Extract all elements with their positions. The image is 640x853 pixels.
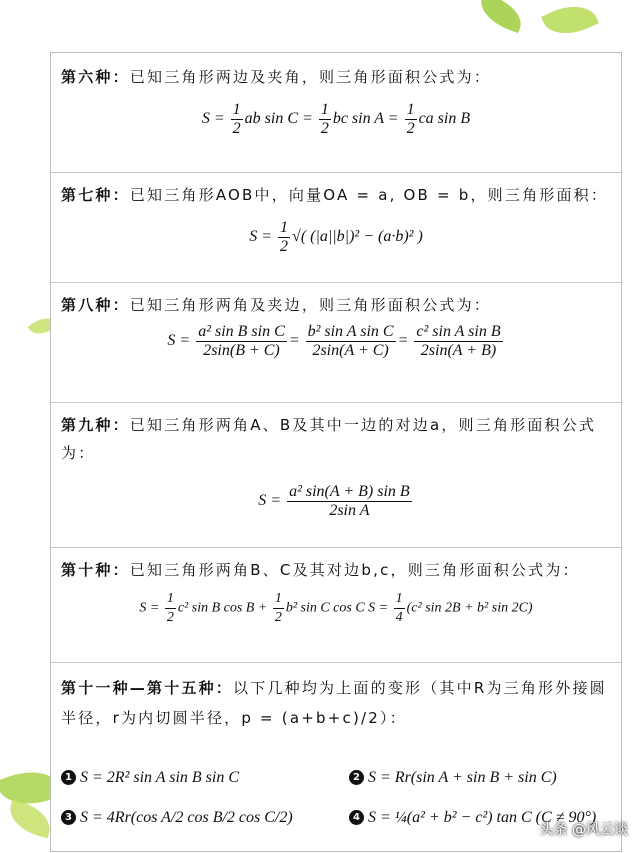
item-number-badge: 1 xyxy=(61,770,76,785)
section-heading xyxy=(61,291,609,319)
section-heading xyxy=(61,181,609,209)
item-formula: S = ¼(a² + b² − c²) tan C (C ≠ 90°) xyxy=(368,809,597,826)
section-10 xyxy=(51,548,621,663)
section-text: 已知三角形两角及夹边，则三角形面积公式为： xyxy=(129,296,492,314)
formula: S = $\frac{1}{2}$ c² sin B cos B + $\frac{1}{2}$ b² sin C cos C S = $\frac{1}{4}$ (c² sin 2B + b² sin 2C) xyxy=(139,591,533,625)
section-text: 已知三角形两边及夹角，则三角形面积公式为： xyxy=(129,68,492,86)
item-number-badge: 3 xyxy=(61,810,76,825)
formula: S = $\frac{1}{2}$ √( (|a||b|)² − (a·b)² ) xyxy=(249,219,423,255)
section-heading xyxy=(61,556,609,584)
section-text: 已知三角形两角A、B及其中一边的对边a，则三角形面积公式为： xyxy=(61,416,597,462)
formula-sheet xyxy=(50,52,622,852)
formula: S = $\frac{\text{a² sin(A + B) sin B}}{\text{2sin A}}$ xyxy=(258,483,410,519)
item-number-badge: 2 xyxy=(349,770,364,785)
section-heading xyxy=(61,411,609,467)
item-formula: S = 2R² sin A sin B sin C xyxy=(80,769,240,786)
section-text: 已知三角形AOB中，向量OA = a, OB = b，则三角形面积： xyxy=(129,186,609,204)
leaf-decoration xyxy=(5,800,55,838)
leaf-decoration xyxy=(541,0,599,44)
section-heading xyxy=(61,673,609,733)
item-formula: S = Rr(sin A + sin B + sin C) xyxy=(368,769,557,786)
section-heading xyxy=(61,63,609,91)
section-9 xyxy=(51,403,621,548)
section-text: 已知三角形两角B、C及其对边b,c，则三角形面积公式为： xyxy=(129,561,580,579)
section-label: 第九种： xyxy=(61,416,130,434)
section-label: 第八种： xyxy=(61,296,130,314)
section-11-15 xyxy=(51,663,621,853)
item-number-badge: 4 xyxy=(349,810,364,825)
section-label: 第十一种—第十五种： xyxy=(61,679,234,697)
section-label: 第十种： xyxy=(61,561,130,579)
leaf-decoration xyxy=(475,0,527,33)
section-8 xyxy=(51,283,621,403)
formula: S = $\frac{\text{a² sin B sin C}}{2\sin(B + C)}$ = $\frac{\text{b² sin A sin C}}{2\sin(A + C)}$ = $\frac{\text{c² sin A sin B}}{2\sin(A + B)}$ xyxy=(167,323,501,359)
formula-item-2 xyxy=(349,769,621,787)
section-7 xyxy=(51,173,621,283)
watermark: 头条 @风云谈 xyxy=(539,822,628,838)
item-formula: S = 4Rr(cos A/2 cos B/2 cos C/2) xyxy=(80,809,293,826)
section-label: 第七种： xyxy=(61,186,130,204)
section-text: 以下几种均为上面的变形（其中R为三角形外接圆半径，r为内切圆半径，p = (a+b+c)/2）： xyxy=(61,679,607,727)
section-label: 第六种： xyxy=(61,68,130,86)
formula: S = $\frac{1}{2}$ ab sin C = $\frac{1}{2}$ bc sin A = $\frac{1}{2}$ ca sin B xyxy=(201,101,471,137)
section-6 xyxy=(51,53,621,173)
